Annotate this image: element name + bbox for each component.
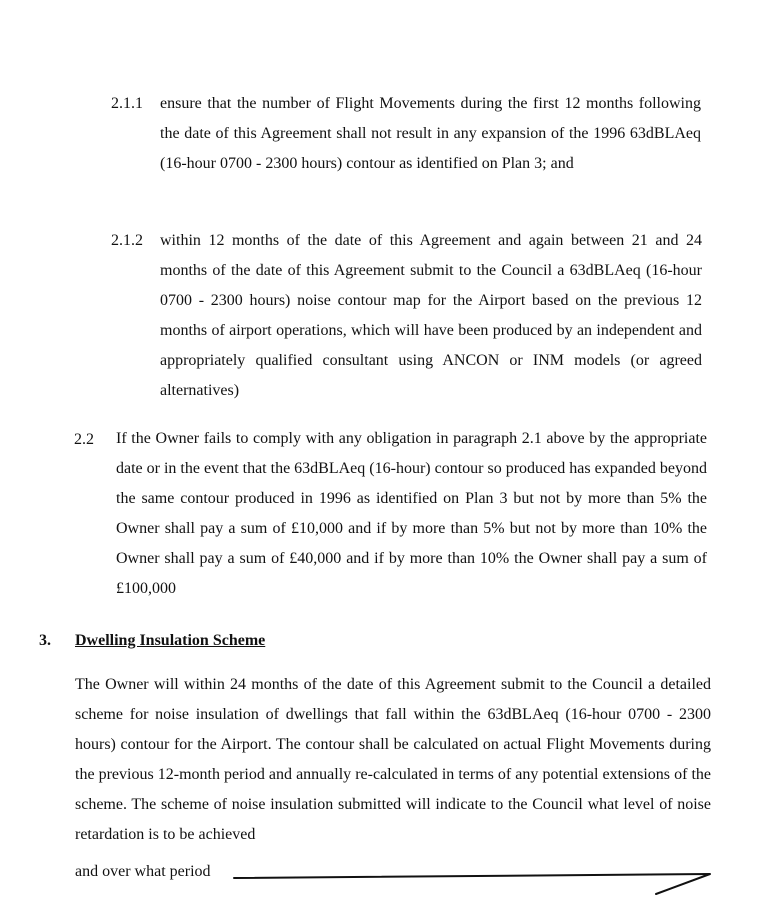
- clause-number: 2.1.1: [111, 95, 143, 112]
- section-body-last-line: and over what period: [75, 863, 211, 880]
- section-heading: Dwelling Insulation Scheme: [75, 632, 266, 649]
- clause-number: 2.1.2: [111, 232, 143, 249]
- section-number: 3.: [39, 632, 51, 649]
- section-body: The Owner will within 24 months of the date of this Agreement submit to the Council a detailed scheme for noise insulation of dwellings that fall within the 63dBLAeq (16-hour 0700 - 2300 hours) contour for the Airport. The contour shall be calculated on actual Flight Movements during the previous 12-month period and annually re-calculated in terms of any potential extensions of the scheme. The scheme of noise insulation submitted will indicate to the Council what level of noise retardation is to be achieved: [75, 676, 711, 843]
- clause-text: within 12 months of the date of this Agreement and again between 21 and 24 months of the date of this Agreement submit to the Council a 63dBLAeq (16-hour 0700 - 2300 hours) noise contour map for the Airport based on the previous 12 months of airport operations, which will have been produced by an independent and appropriately qualified consultant using ANCON or INM models (or agreed alternatives): [160, 232, 702, 399]
- clause-number: 2.2: [74, 431, 94, 448]
- clause-text: ensure that the number of Flight Movements during the first 12 months following the date of this Agreement shall not result in any expansion of the 1996 63dBLAeq (16-hour 0700 - 2300 hours) contour as identified on Plan 3; and: [160, 95, 701, 172]
- clause-text: If the Owner fails to comply with any obligation in paragraph 2.1 above by the appropriate date or in the event that the 63dBLAeq (16-hour) contour so produced has expanded beyond the same contour produced in 1996 as identified on Plan 3 but not by more than 5% the Owner shall pay a sum of £10,000 and if by more than 5% but not by more than 10% the Owner shall pay a sum of £40,000 and if by more than 10% the Owner shall pay a sum of £100,000: [116, 430, 707, 597]
